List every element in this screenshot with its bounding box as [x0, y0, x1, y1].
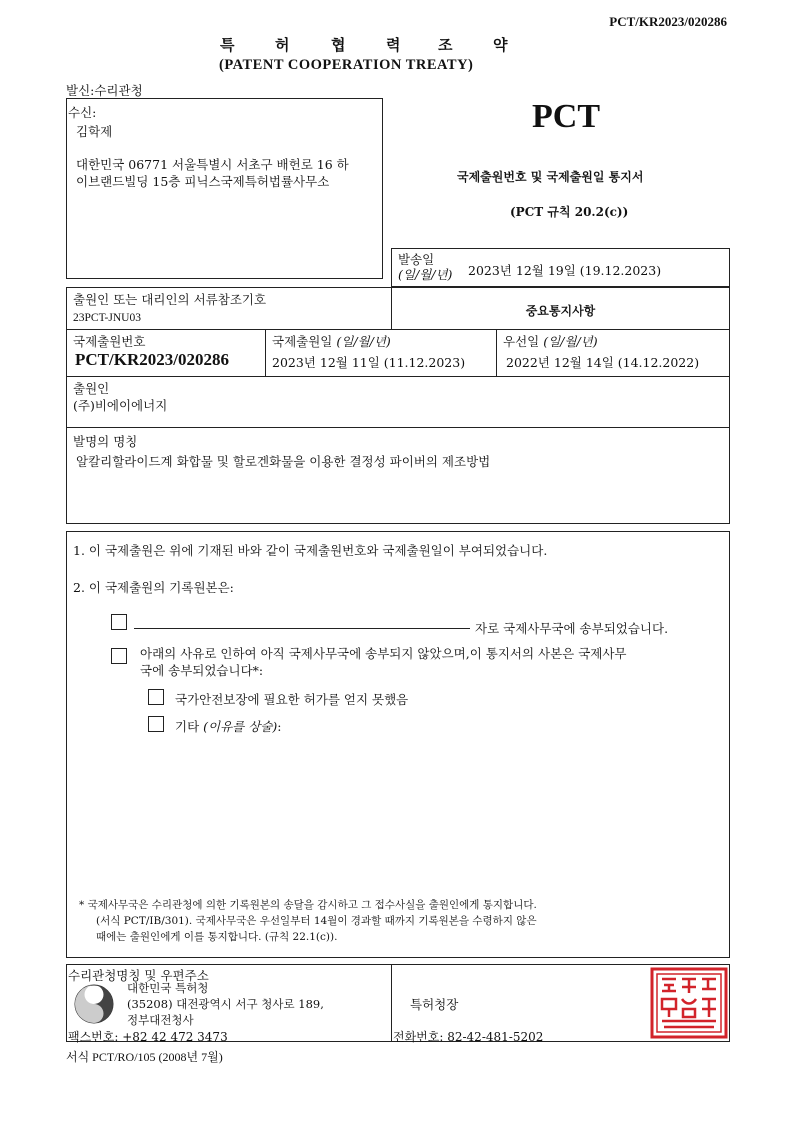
other-italic: (이유를 상술): [203, 719, 278, 734]
intl-app-no-box: [66, 329, 266, 377]
intl-app-no-value: PCT/KR2023/020286: [75, 350, 229, 369]
other-suffix: :: [277, 719, 282, 734]
security-checkbox[interactable]: [148, 689, 164, 705]
mailing-date-format: (일/월/년): [398, 267, 453, 282]
important-notice: 중요통지사항: [525, 304, 596, 318]
title-char: 력: [386, 36, 401, 54]
applicant-label: 출원인: [73, 381, 110, 396]
doc-number: PCT/KR2023/020286: [609, 14, 727, 29]
mailing-date-box: [391, 248, 730, 287]
office-label: 수리관청명칭 및 우편주소: [68, 968, 209, 983]
not-sent-line-1: 아래의 사유로 인하여 아직 국제사무국에 송부되지 않았으며,이 통지서의 사본은 국제사무: [140, 646, 627, 661]
item-1: 1. 이 국제출원은 위에 기재된 바와 같이 국제출원번호와 국제출원일이 부여되었습니다.: [73, 543, 548, 558]
recipient-label: 수신:: [68, 105, 97, 120]
priority-date-label-text: 우선일: [503, 334, 540, 349]
notice-body-box: [66, 531, 730, 958]
office-address-1: (35208) 대전광역시 서구 청사로 189,: [127, 997, 324, 1011]
priority-date-value: 2022년 12월 14일 (14.12.2022): [506, 355, 700, 370]
notice-title: 국제출원번호 및 국제출원일 통지서: [457, 170, 644, 184]
official-seal-icon: [650, 967, 728, 1039]
priority-date-format: (일/월/년): [543, 334, 598, 349]
sender-label: 발신:수리관청: [66, 83, 143, 98]
applicant-ref-box: [66, 287, 392, 330]
recipient-address-1: 대한민국 06771 서울특별시 서초구 배헌로 16 하: [76, 157, 349, 172]
office-box: [66, 964, 392, 1042]
office-address-2: 정부대전청사: [127, 1013, 194, 1027]
title-char: 협: [331, 36, 346, 54]
sent-text: 자로 국제사무국에 송부되었습니다.: [475, 621, 669, 636]
date-blank-line: [134, 628, 470, 629]
treaty-title-en: (PATENT COOPERATION TREATY): [219, 57, 474, 73]
pct-heading: PCT: [532, 98, 600, 135]
mailing-date-label: 발송일: [398, 252, 435, 267]
recipient-address-2: 이브랜드빌딩 15층 피닉스국제특허법률사무소: [76, 174, 330, 189]
invention-box: [66, 427, 730, 524]
priority-date-box: [496, 329, 730, 377]
official-title: 특허청장: [410, 997, 459, 1012]
not-sent-line-2: 국에 송부되었습니다*:: [140, 663, 264, 678]
applicant-ref-label: 출원인 또는 대리인의 서류참조기호: [73, 292, 267, 307]
security-text: 국가안전보장에 필요한 허가를 얻지 못했음: [175, 692, 409, 707]
item-2: 2. 이 국제출원의 기록원본은:: [73, 580, 234, 595]
title-char: 조: [438, 36, 453, 54]
intl-filing-date-format: (일/월/년): [336, 334, 391, 349]
rule-reference: (PCT 규칙 20.2(c)): [510, 205, 629, 219]
recipient-name: 김학제: [76, 124, 113, 139]
mailing-date-value: 2023년 12월 19일 (19.12.2023): [468, 263, 662, 278]
official-box: [391, 964, 730, 1042]
footnote-2: (서식 PCT/IB/301). 국제사무국은 우선일부터 14월이 경과할 때까지 기록원본을 수령하지 않은: [96, 915, 537, 927]
intl-filing-date-label: [272, 332, 391, 350]
form-number: 서식 PCT/RO/105 (2008년 7월): [66, 1050, 223, 1064]
intl-filing-date-box: [265, 329, 497, 377]
not-sent-checkbox[interactable]: [111, 648, 127, 664]
recipient-box: [66, 98, 383, 279]
priority-date-label: [503, 332, 598, 350]
intl-filing-date-value: 2023년 12월 11일 (11.12.2023): [272, 355, 466, 370]
title-char: 약: [493, 36, 508, 54]
sent-checkbox[interactable]: [111, 614, 127, 630]
applicant-ref-value: 23PCT-JNU03: [73, 312, 141, 324]
office-phone: 전화번호: 82-42-481-5202: [393, 1030, 544, 1044]
invention-label: 발명의 명칭: [73, 434, 138, 449]
office-fax: 팩스번호: +82 42 472 3473: [68, 1030, 228, 1044]
intl-filing-date-label-text: 국제출원일: [272, 334, 333, 349]
kipo-logo-icon: [73, 983, 115, 1025]
other-text: [175, 717, 281, 735]
invention-title: 알칼리할라이드계 화합물 및 할로겐화물을 이용한 결정성 파이버의 제조방법: [76, 454, 491, 469]
applicant-value: (주)비에이에너지: [73, 398, 168, 413]
footnote-1: * 국제사무국은 수리관청에 의한 기록원본의 송달을 감시하고 그 접수사실을 출원인에게 통지합니다.: [79, 899, 537, 911]
intl-app-no-label: 국제출원번호: [73, 334, 146, 349]
footnote-3: 때에는 출원인에게 이를 통지합니다. (규칙 22.1(c)).: [96, 931, 338, 943]
office-name: 대한민국 특허청: [127, 981, 209, 995]
title-char: 허: [275, 36, 290, 54]
important-notice-box: [391, 287, 730, 330]
title-char: 특: [220, 36, 235, 54]
applicant-box: [66, 376, 730, 428]
other-checkbox[interactable]: [148, 716, 164, 732]
other-prefix: 기타: [175, 719, 200, 734]
